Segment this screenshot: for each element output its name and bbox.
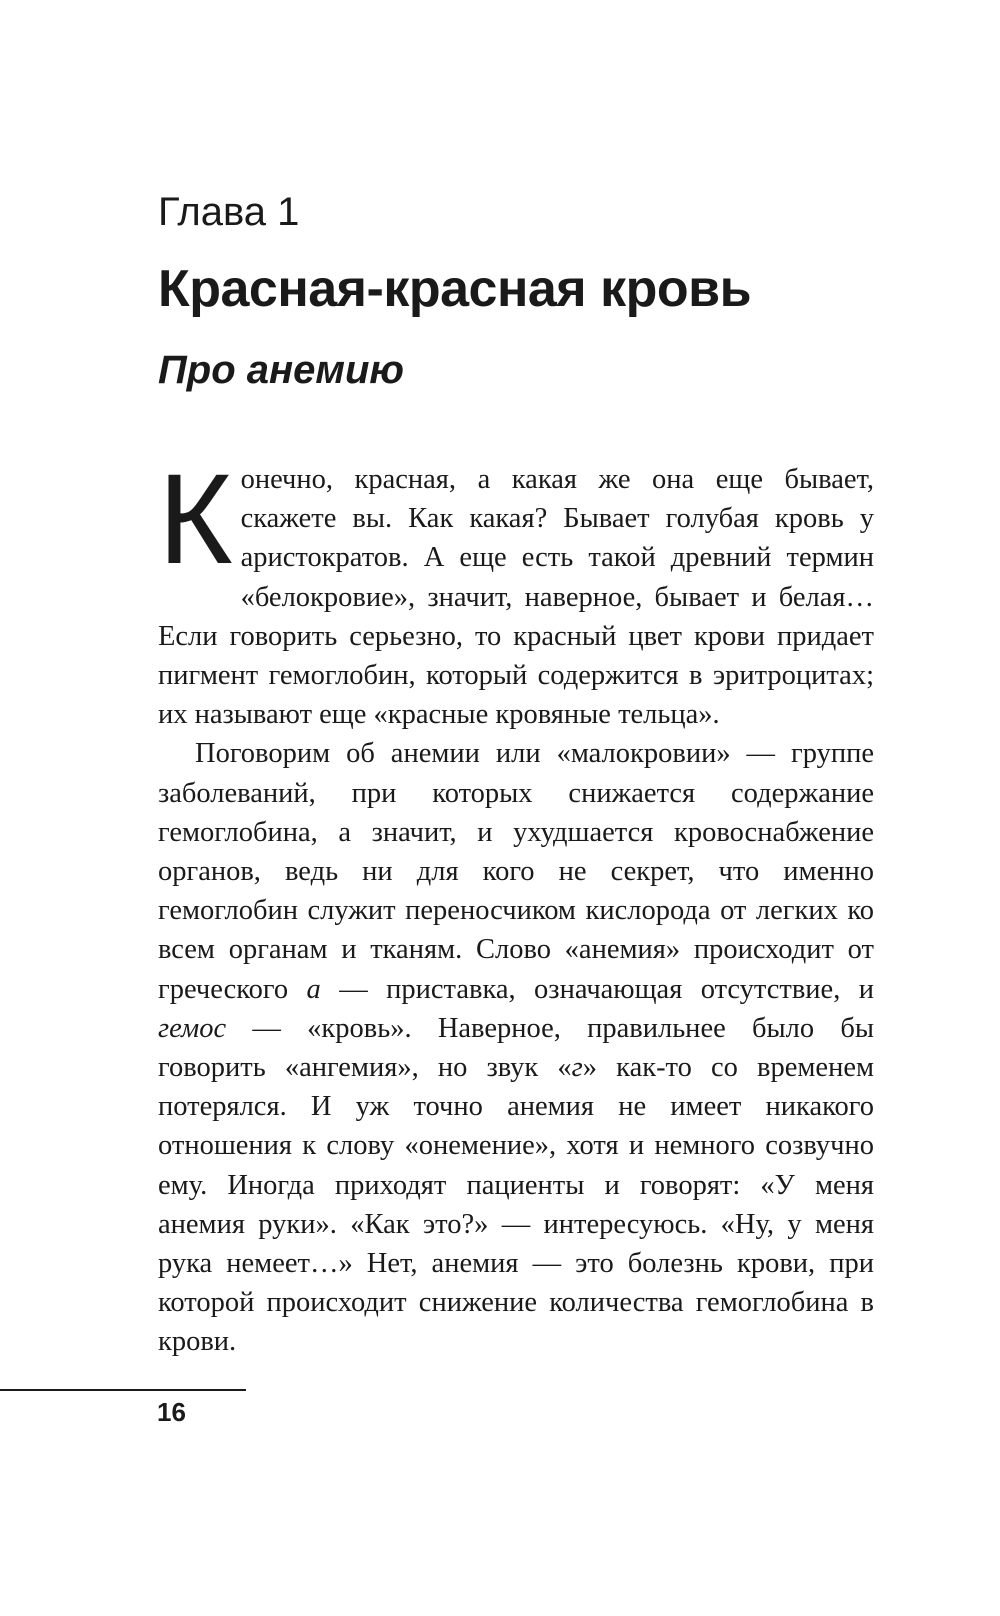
page-number: 16 (157, 1397, 186, 1427)
paragraph-2-text-part3: — «кровь». Наверное, правильнее было бы говорить «ангемия», но звук « (158, 1012, 874, 1084)
italic-term-a: а (306, 973, 321, 1005)
chapter-subtitle: Про анемию (158, 348, 405, 392)
chapter-title: Красная-красная кровь (158, 260, 752, 318)
chapter-body (158, 448, 875, 1362)
footer-rule (0, 1389, 246, 1391)
paragraph-2-text-part2: — приставка, означающая отсутствие, и (320, 973, 874, 1005)
paragraph-2-text-part4: » как-то со временем потерялся. И уж точно анемия не имеет никакого отношения к слову «онемение», хотя и немного созвучно ему. Иногда приходят пациенты и говорят: «У меня анемия руки». «Как это?» — интересуюсь. «Ну, у меня рука немеет…» Нет, анемия — это болезнь крови, при которой происходит снижение количества гемоглобина в крови. (158, 1052, 875, 1358)
paragraph-1 (158, 448, 874, 734)
chapter-label: Глава 1 (158, 190, 300, 234)
italic-term-gemos: гемос (158, 1012, 227, 1044)
drop-cap: К (158, 448, 233, 591)
paragraph-1-text: онечно, красная, а какая же она еще бывает, скажете вы. Как какая? Бывает голубая кровь у аристократов. А еще есть такой древний термин «белокровие», значит, наверное, бывает и белая… Если говорить серьезно, то красный цвет крови придает пигмент гемоглобин, который содержится в эритроцитах; их называют еще «красные кровяные тельца». (158, 464, 874, 731)
paragraph-2-text-part1: Поговорим об анемии или «малокровии» — группе заболеваний, при которых снижается содержание гемоглобина, а значит, и ухудшается кровоснабжение органов, ведь ни для кого не секрет, что именно гемоглобин служит переносчиком кислорода от легких ко всем органам и тканям. Слово «анемия» происходит от греческого (158, 738, 874, 1005)
italic-term-g: г (571, 1052, 583, 1084)
paragraph-2 (158, 734, 874, 1361)
